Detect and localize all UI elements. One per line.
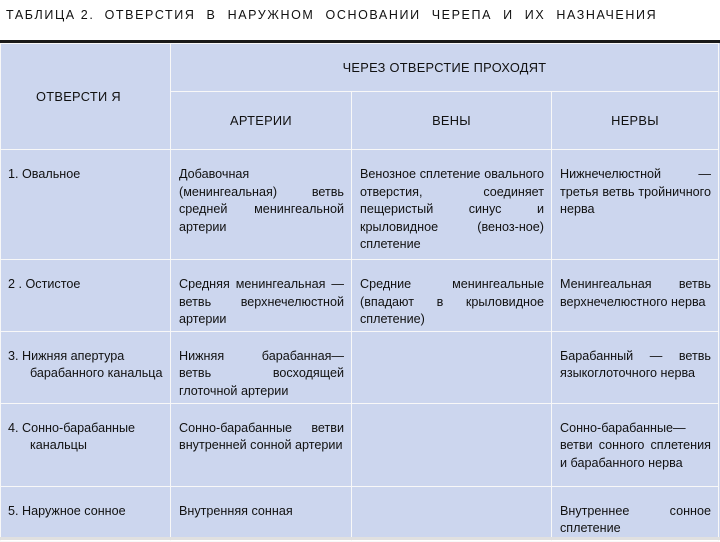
row-veins: Венозное сплетение овального отверстия, соединяет пещеристый синус и крыловидное (веноз-ное) сплетение: [352, 150, 552, 260]
table-row: [1, 260, 719, 332]
row-veins: [352, 331, 552, 403]
row-arteries: Добавочная (менингеальная) ветвь средней менингеальной артерии: [171, 150, 352, 260]
table-row: [1, 150, 719, 260]
table-title-prefix: ТАБЛИЦА 2.: [6, 8, 95, 22]
row-arteries: Сонно-барабанные ветви внутренней сонной артерии: [171, 403, 352, 486]
header-opening: ОТВЕРСТИ Я: [1, 44, 171, 150]
header-arteries: АРТЕРИИ: [171, 92, 352, 150]
row-veins: Средние менингеальные (впадают в крыловидное сплетение): [352, 260, 552, 332]
row-opening: 1. Овальное: [1, 150, 171, 260]
row-nerves: Сонно-барабанные— ветви сонного сплетения и барабанного нерва: [552, 403, 719, 486]
row-nerves: Внутреннее сонное сплетение: [552, 486, 719, 541]
openings-table: [0, 43, 719, 542]
row-nerves: Менингеальная ветвь верхнечелюстного нерва: [552, 260, 719, 332]
row-nerves: Барабанный — ветвь языкоглоточного нерва: [552, 331, 719, 403]
row-arteries: Нижняя барабанная— ветвь восходящей глоточной артерии: [171, 331, 352, 403]
row-opening: 3. Нижняя апертура барабанного канальца: [1, 331, 171, 403]
row-arteries: Внутренняя сонная: [171, 486, 352, 541]
row-veins: [352, 486, 552, 541]
table-title: [6, 8, 716, 22]
header-nerves: НЕРВЫ: [552, 92, 719, 150]
header-passes: ЧЕРЕЗ ОТВЕРСТИЕ ПРОХОДЯТ: [171, 44, 719, 92]
row-opening: 2 . Остистое: [1, 260, 171, 332]
header-veins: ВЕНЫ: [352, 92, 552, 150]
row-nerves: Нижнечелюстной — третья ветвь тройничного нерва: [552, 150, 719, 260]
table-row: [1, 486, 719, 541]
table-background: [0, 43, 720, 537]
row-arteries: Средняя менингеальная — ветвь верхнечелюстной артерии: [171, 260, 352, 332]
table-row: [1, 403, 719, 486]
row-opening: 4. Сонно-барабанные канальцы: [1, 403, 171, 486]
table-row: [1, 331, 719, 403]
row-veins: [352, 403, 552, 486]
row-opening: 5. Наружное сонное: [1, 486, 171, 541]
table-title-main: ОТВЕРСТИЯ В НАРУЖНОМ ОСНОВАНИИ ЧЕРЕПА И ИХ НАЗНАЧЕНИЯ: [104, 8, 658, 22]
